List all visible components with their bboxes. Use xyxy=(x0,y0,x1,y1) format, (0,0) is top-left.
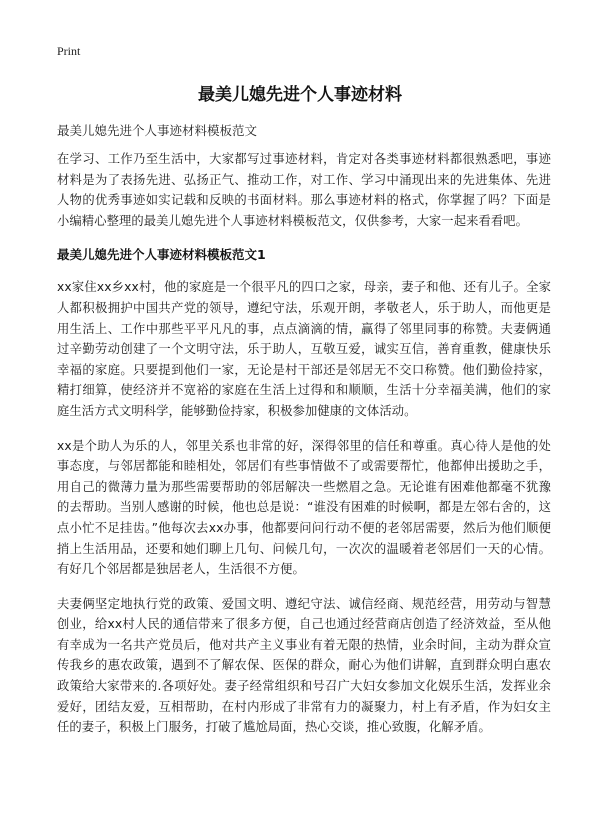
print-label[interactable]: Print xyxy=(57,44,81,58)
section-heading: 最美儿媳先进个人事迹材料模板范文1 xyxy=(57,247,266,263)
document-title: 最美儿媳先进个人事迹材料 xyxy=(198,85,402,105)
document-body xyxy=(57,149,551,752)
intro-paragraph: 在学习、工作乃至生活中，大家都写过事迹材料，肯定对各类事迹材料都很熟悉吧，事迹材料是为了表扬先进、弘扬正气、推动工作，对工作、学习中涌现出来的先进集体、先进人物的优秀事迹如实记载和反映的书面材料。那么事迹材料的格式，你掌握了吗？下面是小编精心整理的最美儿媳先进个人事迹材料模板范文，仅供参考，大家一起来看看吧。 xyxy=(57,152,551,228)
document-subtitle: 最美儿媳先进个人事迹材料模板范文 xyxy=(57,123,258,138)
body-paragraph-1: xx家住xx乡xx村，他的家庭是一个很平凡的四口之家，母亲，妻子和他、还有儿子。全家人都积极拥护中国共产党的领导，遵纪守法，乐观开朗，孝敬老人，乐于助人，而他更是用生活上、工作中那些平平凡凡的事，点点滴滴的情，赢得了邻里同事的称赞。夫妻俩通过辛勤劳动创建了一个文明守法，乐于助人，互敬互爱，诚实互信，善育重教，健康快乐幸福的家庭。只要提到他们一家，无论是村干部还是邻居无不交口称赞。他们勤俭持家，精打细算，使经济并不宽裕的家庭在生活上过得和和顺顺，生活十分幸福美满，他们的家庭生活方式文明科学，能够勤俭持家，积极参加健康的文体活动。 xyxy=(57,280,551,418)
body-paragraph-2: xx是个助人为乐的人，邻里关系也非常的好，深得邻里的信任和尊重。真心待人是他的处事态度，与邻居都能和睦相处，邻居们有些事情做不了或需要帮忙，他都伸出援助之手，用自己的微薄力量为那些需要帮助的邻居解决一些燃眉之急。无论谁有困难他都毫不犹豫的去帮助。当别人感谢的时候，他也总是说：“谁没有困难的时候啊，都是左邻右舍的，这点小忙不足挂齿。”他每次去xx办事，他都要问问行动不便的老邻居需要，然后为他们顺便捎上生活用品，还要和她们聊上几句、问候几句，一次次的温暖着老邻居们一天的心情。有好几个邻居都是独居老人，生活很不方便。 xyxy=(57,438,551,577)
body-paragraph-3: 夫妻俩坚定地执行党的政策、爱国文明、遵纪守法、诚信经商、规范经营，用劳动与智慧创业，给xx村人民的通信带来了很多方便，自己也通过经营商店创造了经济效益，至从他有幸成为一名共产党员后，他对共产主义事业有着无限的热情，业余时间，主动为群众宣传我乡的惠农政策，遇到不了解农保、医保的群众，耐心为他们讲解，直到群众明白惠农政策给大家带来的.各项好处。妻子经常组织和号召广大妇女参加文化娱乐生活，发挥业余爱好，团结友爱，互相帮助，在村内形成了非常有力的凝聚力，村上有矛盾，作为妇女主任的妻子，积极上门服务，打破了尴尬局面，热心交谈，推心致腹，化解矛盾。 xyxy=(57,596,551,735)
